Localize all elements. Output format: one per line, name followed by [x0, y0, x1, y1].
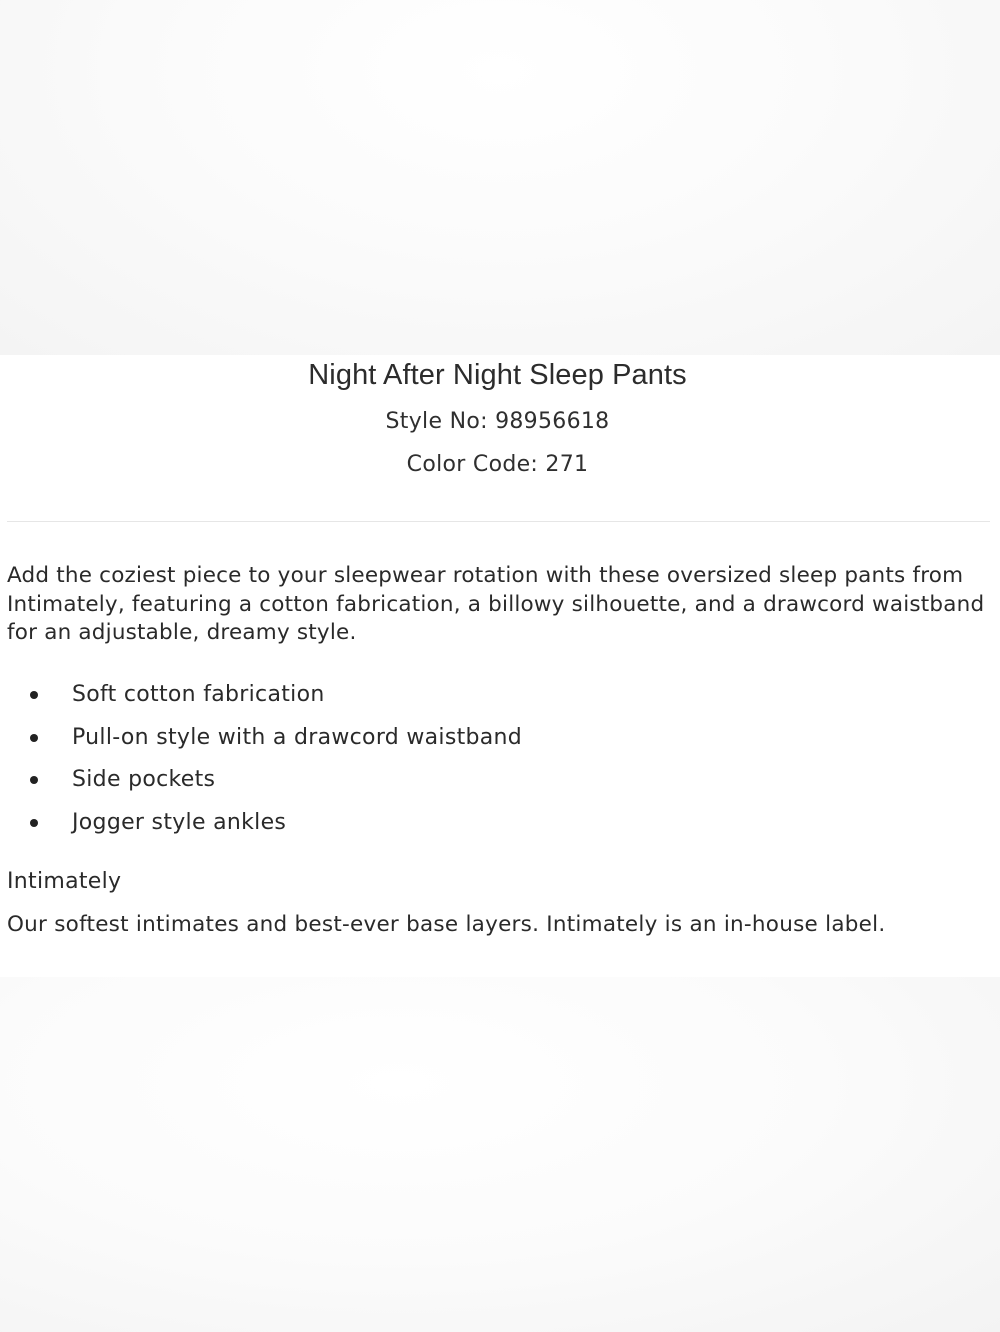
feature-text: Side pockets [72, 767, 216, 793]
brand-description: Our softest intimates and best-ever base layers. Intimately is an in-house label. [7, 912, 886, 937]
feature-item [0, 804, 1000, 847]
bullet-icon [30, 691, 38, 699]
bullet-icon [30, 776, 38, 784]
brand-name: Intimately [7, 869, 122, 894]
bullet-icon [30, 734, 38, 742]
style-number: Style No: 98956618 [385, 409, 610, 434]
feature-item [0, 719, 1000, 762]
section-divider [7, 521, 990, 522]
bullet-icon [30, 819, 38, 827]
feature-item [0, 761, 1000, 804]
feature-item [0, 676, 1000, 719]
product-description: Add the coziest piece to your sleepwear rotation with these oversized sleep pants from Intimately, featuring a cotton fabrication, a billowy silhouette, and a drawcord waistband for an adjustable, dreamy style. [7, 563, 985, 645]
feature-text: Jogger style ankles [72, 810, 287, 836]
feature-list [0, 676, 1000, 847]
feature-text: Soft cotton fabrication [72, 682, 325, 707]
product-image-bottom [0, 977, 1000, 1332]
product-image-top [0, 0, 1000, 355]
product-title: Night After Night Sleep Pants [308, 359, 687, 391]
feature-text: Pull-on style with a drawcord waistband [72, 724, 523, 750]
color-code: Color Code: 271 [406, 452, 589, 477]
